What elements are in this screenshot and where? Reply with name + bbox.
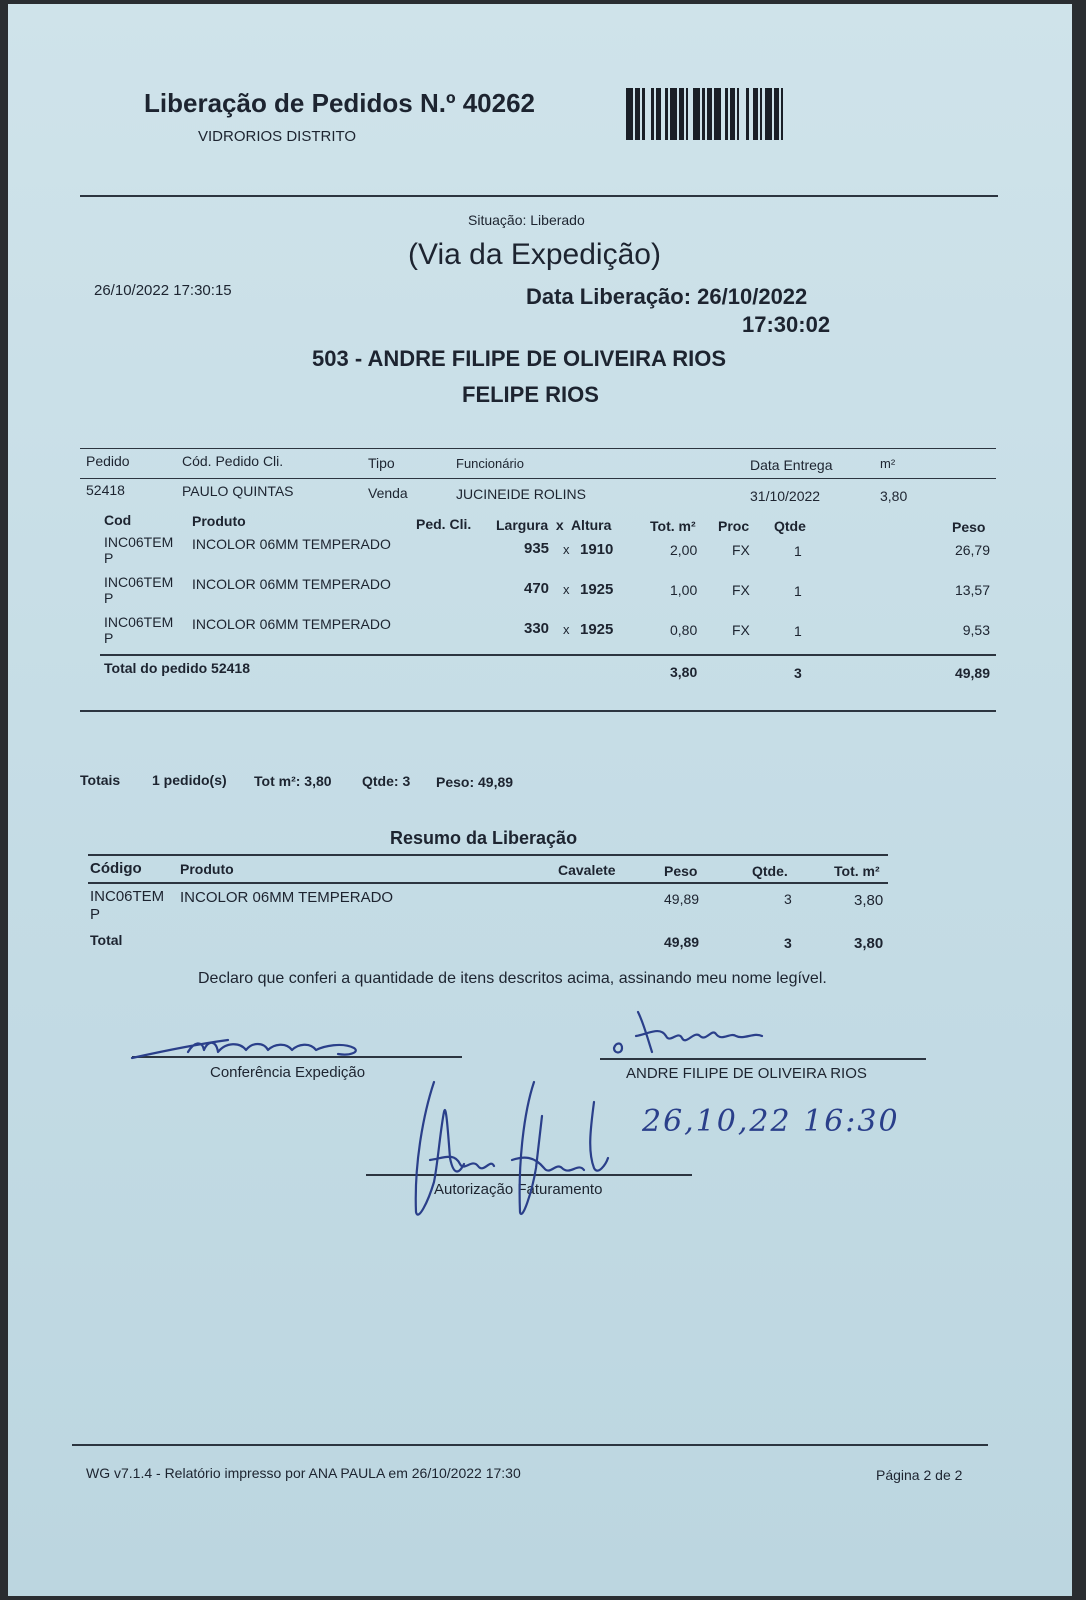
autorizacao-label: Autorização Faturamento bbox=[434, 1181, 603, 1198]
totais-pedidos: 1 pedido(s) bbox=[152, 772, 227, 788]
item-largura: 470 bbox=[524, 580, 550, 597]
item-cod-suffix: P bbox=[104, 630, 114, 646]
item-x: x bbox=[563, 582, 570, 597]
resumo-header-produto: Produto bbox=[180, 861, 234, 877]
items-header-produto: Produto bbox=[192, 513, 246, 529]
items-section-end-line bbox=[80, 710, 996, 712]
col-header-funcionario: Funcionário bbox=[456, 456, 524, 471]
autorizacao-signature bbox=[394, 1072, 624, 1224]
via-label: (Via da Expedição) bbox=[408, 238, 661, 271]
situacao-label: Situação: Liberado bbox=[468, 212, 585, 228]
item-altura: 1925 bbox=[580, 621, 614, 638]
resumo-total-qtde: 3 bbox=[784, 935, 792, 951]
resumo-peso: 49,89 bbox=[664, 891, 700, 907]
conferencia-signature bbox=[128, 1030, 368, 1064]
order-tipo: Venda bbox=[368, 485, 408, 501]
resumo-total-label: Total bbox=[90, 932, 123, 948]
barcode bbox=[626, 88, 788, 140]
items-header-peso: Peso bbox=[952, 519, 986, 535]
item-qtde: 1 bbox=[794, 543, 802, 559]
item-tot-m2: 0,80 bbox=[670, 622, 698, 638]
data-liberacao-time: 17:30:02 bbox=[742, 312, 831, 337]
footer-page-number: Página 2 de 2 bbox=[876, 1467, 963, 1483]
order-m2: 3,80 bbox=[880, 488, 908, 504]
document-title: Liberação de Pedidos N.º 40262 bbox=[144, 88, 535, 118]
resumo-cod: INC06TEM bbox=[90, 888, 165, 905]
items-header-ped-cli: Ped. Cli. bbox=[416, 516, 472, 532]
resumo-produto: INCOLOR 06MM TEMPERADO bbox=[180, 889, 394, 906]
client-short-name: FELIPE RIOS bbox=[462, 382, 599, 407]
item-produto: INCOLOR 06MM TEMPERADO bbox=[192, 536, 391, 552]
item-altura: 1925 bbox=[580, 581, 614, 598]
handwritten-date: 26,10,22 16:30 bbox=[642, 1104, 900, 1139]
totais-qtde: Qtde: 3 bbox=[362, 773, 411, 789]
resumo-cod-suffix: P bbox=[90, 906, 101, 923]
resumo-total-peso: 49,89 bbox=[664, 934, 700, 950]
order-data-entrega: 31/10/2022 bbox=[750, 488, 821, 504]
resumo-tot-m2: 3,80 bbox=[854, 892, 884, 909]
resumo-top-line bbox=[88, 854, 888, 856]
items-total-label: Total do pedido 52418 bbox=[104, 660, 250, 676]
item-cod: INC06TEM bbox=[104, 534, 174, 550]
item-cod-suffix: P bbox=[104, 590, 114, 606]
item-produto: INCOLOR 06MM TEMPERADO bbox=[192, 576, 391, 592]
items-header-qtde: Qtde bbox=[774, 518, 806, 534]
items-total-peso: 49,89 bbox=[954, 665, 990, 681]
resumo-title: Resumo da Liberação bbox=[390, 828, 578, 848]
resumo-qtde: 3 bbox=[784, 891, 792, 907]
item-tot-m2: 1,00 bbox=[670, 582, 698, 598]
footer-print-info: WG v7.1.4 - Relatório impresso por ANA PAULA em 26/10/2022 17:30 bbox=[86, 1465, 521, 1481]
printed-datetime: 26/10/2022 17:30:15 bbox=[94, 282, 232, 299]
item-altura: 1910 bbox=[580, 541, 614, 558]
item-qtde: 1 bbox=[794, 623, 802, 639]
item-cod: INC06TEM bbox=[104, 574, 174, 590]
item-cod-suffix: P bbox=[104, 550, 114, 566]
item-x: x bbox=[563, 622, 570, 637]
items-header-dimensions: Largura x Altura bbox=[496, 517, 612, 533]
resumo-header-tot-m2: Tot. m² bbox=[834, 863, 880, 879]
col-header-cod-pedido-cli: Cód. Pedido Cli. bbox=[182, 453, 284, 469]
item-peso: 13,57 bbox=[954, 582, 990, 598]
item-largura: 330 bbox=[524, 620, 550, 637]
header-divider bbox=[80, 195, 998, 197]
totais-label: Totais bbox=[80, 772, 121, 788]
col-header-pedido: Pedido bbox=[86, 453, 130, 469]
resumo-header-codigo: Código bbox=[90, 860, 142, 877]
conferencia-label: Conferência Expedição bbox=[210, 1064, 366, 1081]
item-proc: FX bbox=[732, 622, 750, 638]
document-page bbox=[8, 4, 1072, 1596]
items-total-qtde: 3 bbox=[794, 665, 802, 681]
item-tot-m2: 2,00 bbox=[670, 542, 698, 558]
declaration-text: Declaro que conferi a quantidade de itens descritos acima, assinando meu nome legível. bbox=[198, 970, 827, 987]
client-name: 503 - ANDRE FILIPE DE OLIVEIRA RIOS bbox=[312, 346, 726, 371]
items-header-tot-m2: Tot. m² bbox=[650, 518, 696, 534]
col-header-m2: m² bbox=[880, 456, 896, 471]
order-pedido: 52418 bbox=[86, 482, 125, 498]
footer-divider bbox=[72, 1444, 988, 1446]
items-total-line bbox=[100, 654, 996, 656]
order-funcionario: JUCINEIDE ROLINS bbox=[456, 486, 586, 502]
client-signature bbox=[608, 1006, 778, 1062]
company-name: VIDRORIOS DISTRITO bbox=[198, 128, 357, 145]
item-produto: INCOLOR 06MM TEMPERADO bbox=[192, 616, 391, 632]
data-liberacao: Data Liberação: 26/10/2022 bbox=[526, 284, 808, 309]
items-header-cod: Cod bbox=[104, 512, 132, 528]
order-table-top-line bbox=[80, 448, 996, 449]
order-cod-pedido-cli: PAULO QUINTAS bbox=[182, 483, 294, 499]
items-total-m2: 3,80 bbox=[670, 664, 698, 680]
item-cod: INC06TEM bbox=[104, 614, 174, 630]
item-x: x bbox=[563, 542, 570, 557]
client-signature-label: ANDRE FILIPE DE OLIVEIRA RIOS bbox=[626, 1065, 867, 1082]
item-proc: FX bbox=[732, 542, 750, 558]
item-peso: 9,53 bbox=[962, 622, 990, 638]
resumo-header-cavalete: Cavalete bbox=[558, 862, 616, 878]
order-table-header-line bbox=[80, 478, 996, 479]
col-header-data-entrega: Data Entrega bbox=[750, 457, 833, 473]
resumo-header-line bbox=[88, 882, 888, 884]
resumo-header-qtde: Qtde. bbox=[752, 863, 788, 879]
col-header-tipo: Tipo bbox=[368, 455, 395, 471]
item-proc: FX bbox=[732, 582, 750, 598]
item-qtde: 1 bbox=[794, 583, 802, 599]
resumo-header-peso: Peso bbox=[664, 863, 698, 879]
items-header-proc: Proc bbox=[718, 518, 750, 534]
totais-tot-m2: Tot m²: 3,80 bbox=[254, 773, 332, 789]
totais-peso: Peso: 49,89 bbox=[436, 774, 514, 790]
resumo-total-tot-m2: 3,80 bbox=[854, 935, 884, 952]
item-peso: 26,79 bbox=[954, 542, 990, 558]
item-largura: 935 bbox=[524, 540, 550, 557]
